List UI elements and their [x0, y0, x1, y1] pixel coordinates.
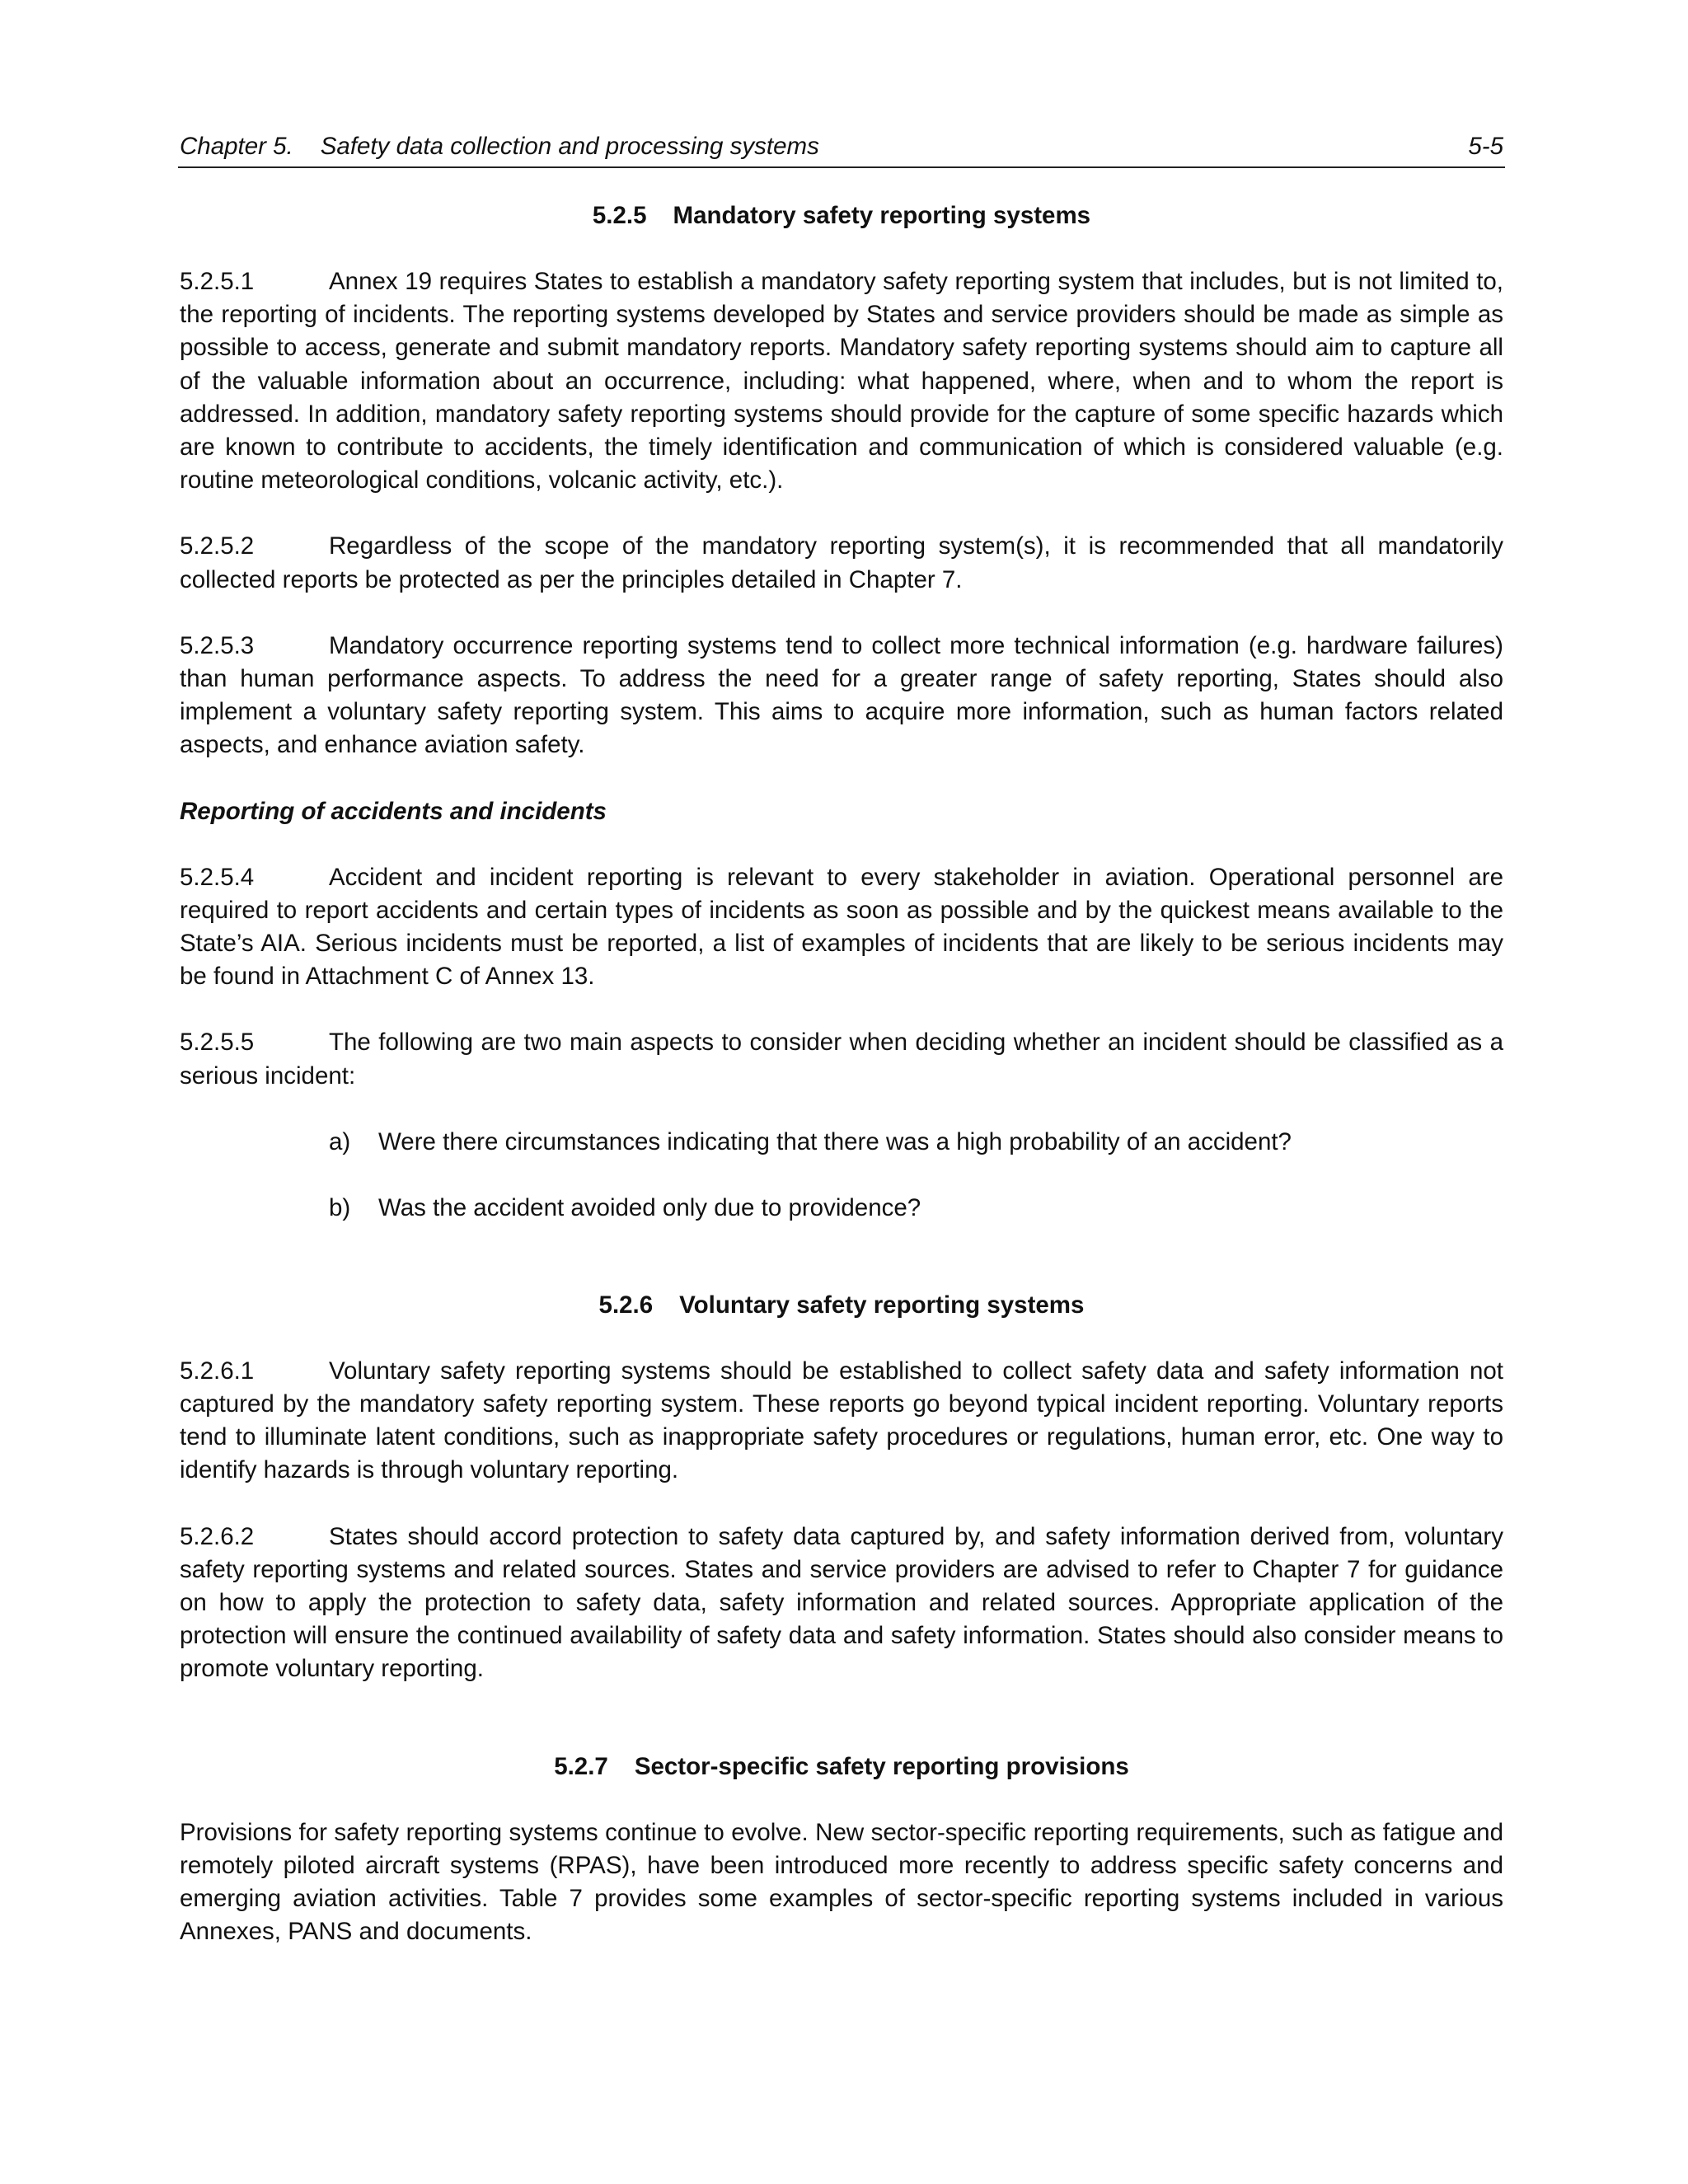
paragraph-5-2-6-1 — [180, 1355, 1503, 1488]
paragraph-5-2-5-2 — [180, 530, 1503, 596]
paragraph-text: States should accord protection to safety data captured by, and safety information derived from, voluntary safety reporting systems and related sources. States and service providers are advised to refer to Chapter 7 for guidance on how to apply the protection to safety data, safety information and related sources. Appropriate application of the protection will ensure the continued availability of safety data and safety information. States should also consider means to promote voluntary reporting. — [180, 1522, 1503, 1683]
paragraph-text: Accident and incident reporting is relevant to every stakeholder in aviation. Operational personnel are required to report accidents and certain types of incidents as soon as possible and by the quickest means available to the State’s AIA. Serious incidents must be reported, a list of examples of incidents that are likely to be serious incidents may be found in Attachment C of Annex 13. — [180, 863, 1503, 991]
running-header-chapter — [180, 130, 819, 163]
section-title: Mandatory safety reporting systems — [673, 202, 1091, 229]
paragraph-5-2-7: Provisions for safety reporting systems continue to evolve. New sector-specific reporting requirements, such as fatigue and remotely piloted aircraft systems (RPAS), have been introduced more recently to address specific safety concerns and emerging aviation activities. Table 7 provides some examples of sector-specific reporting systems included in various Annexes, PANS and documents. — [180, 1818, 1503, 1946]
chapter-number: Chapter 5. — [180, 133, 293, 160]
section-heading-5-2-6 — [180, 1289, 1503, 1322]
paragraph-number: 5.2.5.1 — [180, 268, 255, 295]
list-marker: b) — [329, 1193, 351, 1221]
paragraph-number: 5.2.5.5 — [180, 1029, 255, 1057]
paragraph-text: Voluntary safety reporting systems should be established to collect safety data and safety information not captured by the mandatory safety reporting system. These reports go beyond typical incident reporting. Voluntary reports tend to illuminate latent conditions, such as inappropriate safety procedures or regulations, human error, etc. One way to identify hazards is through voluntary reporting. — [180, 1357, 1503, 1484]
section-number: 5.2.7 — [554, 1752, 608, 1780]
text-column — [180, 130, 1503, 1949]
paragraph-number: 5.2.5.3 — [180, 631, 255, 659]
list-marker: a) — [329, 1127, 351, 1155]
paragraph-5-2-5-1 — [180, 265, 1503, 497]
paragraph-number: 5.2.5.4 — [180, 863, 255, 891]
criteria-list — [180, 1126, 1503, 1225]
section-heading-5-2-5 — [180, 199, 1503, 232]
list-item — [329, 1126, 1503, 1159]
section-title: Voluntary safety reporting systems — [679, 1291, 1085, 1319]
list-item — [329, 1192, 1503, 1225]
running-header — [178, 130, 1505, 168]
paragraph-text: Regardless of the scope of the mandatory reporting system(s), it is recommended that all mandatorily collected reports be protected as per the principles detailed in Chapter 7. — [180, 532, 1503, 593]
subheading-reporting-accidents: Reporting of accidents and incidents — [180, 797, 607, 825]
paragraph-text: The following are two main aspects to consider when deciding whether an incident should be classified as a serious incident: — [180, 1029, 1503, 1090]
paragraph-5-2-5-3 — [180, 630, 1503, 762]
paragraph-5-2-5-4 — [180, 861, 1503, 994]
section-heading-5-2-7 — [180, 1750, 1503, 1783]
section-number: 5.2.5 — [592, 202, 647, 229]
list-item-text: Were there circumstances indicating that there was a high probability of an accident? — [378, 1127, 1292, 1155]
paragraph-text: Mandatory occurrence reporting systems tend to collect more technical information (e.g. hardware failures) than human performance aspects. To address the need for a greater range of safety reporting, States should also implement a voluntary safety reporting system. This aims to acquire more information, such as human factors related aspects, and enhance aviation safety. — [180, 631, 1503, 759]
paragraph-text: Annex 19 requires States to establish a mandatory safety reporting system that includes, but is not limited to, the reporting of incidents. The reporting systems developed by States and service providers should be made as simple as possible to access, generate and submit mandatory reports. Mandatory safety reporting systems should aim to capture all of the valuable information about an occurrence, including: what happened, where, when and to whom the report is addressed. In addition, mandatory safety reporting systems should provide for the capture of some specific hazards which are known to contribute to accidents, the timely identification and communication of which is considered valuable (e.g. routine meteorological conditions, volcanic activity, etc.). — [180, 268, 1503, 494]
paragraph-5-2-6-2 — [180, 1521, 1503, 1686]
paragraph-5-2-5-5 — [180, 1026, 1503, 1092]
list-item-text: Was the accident avoided only due to providence? — [378, 1193, 921, 1221]
paragraph-number: 5.2.6.2 — [180, 1522, 255, 1550]
section-number: 5.2.6 — [598, 1291, 654, 1319]
section-title: Sector-specific safety reporting provisions — [634, 1752, 1129, 1780]
page-number: 5-5 — [1468, 133, 1503, 160]
paragraph-number: 5.2.5.2 — [180, 532, 255, 560]
paragraph-number: 5.2.6.1 — [180, 1357, 255, 1385]
chapter-title: Safety data collection and processing systems — [320, 133, 819, 160]
